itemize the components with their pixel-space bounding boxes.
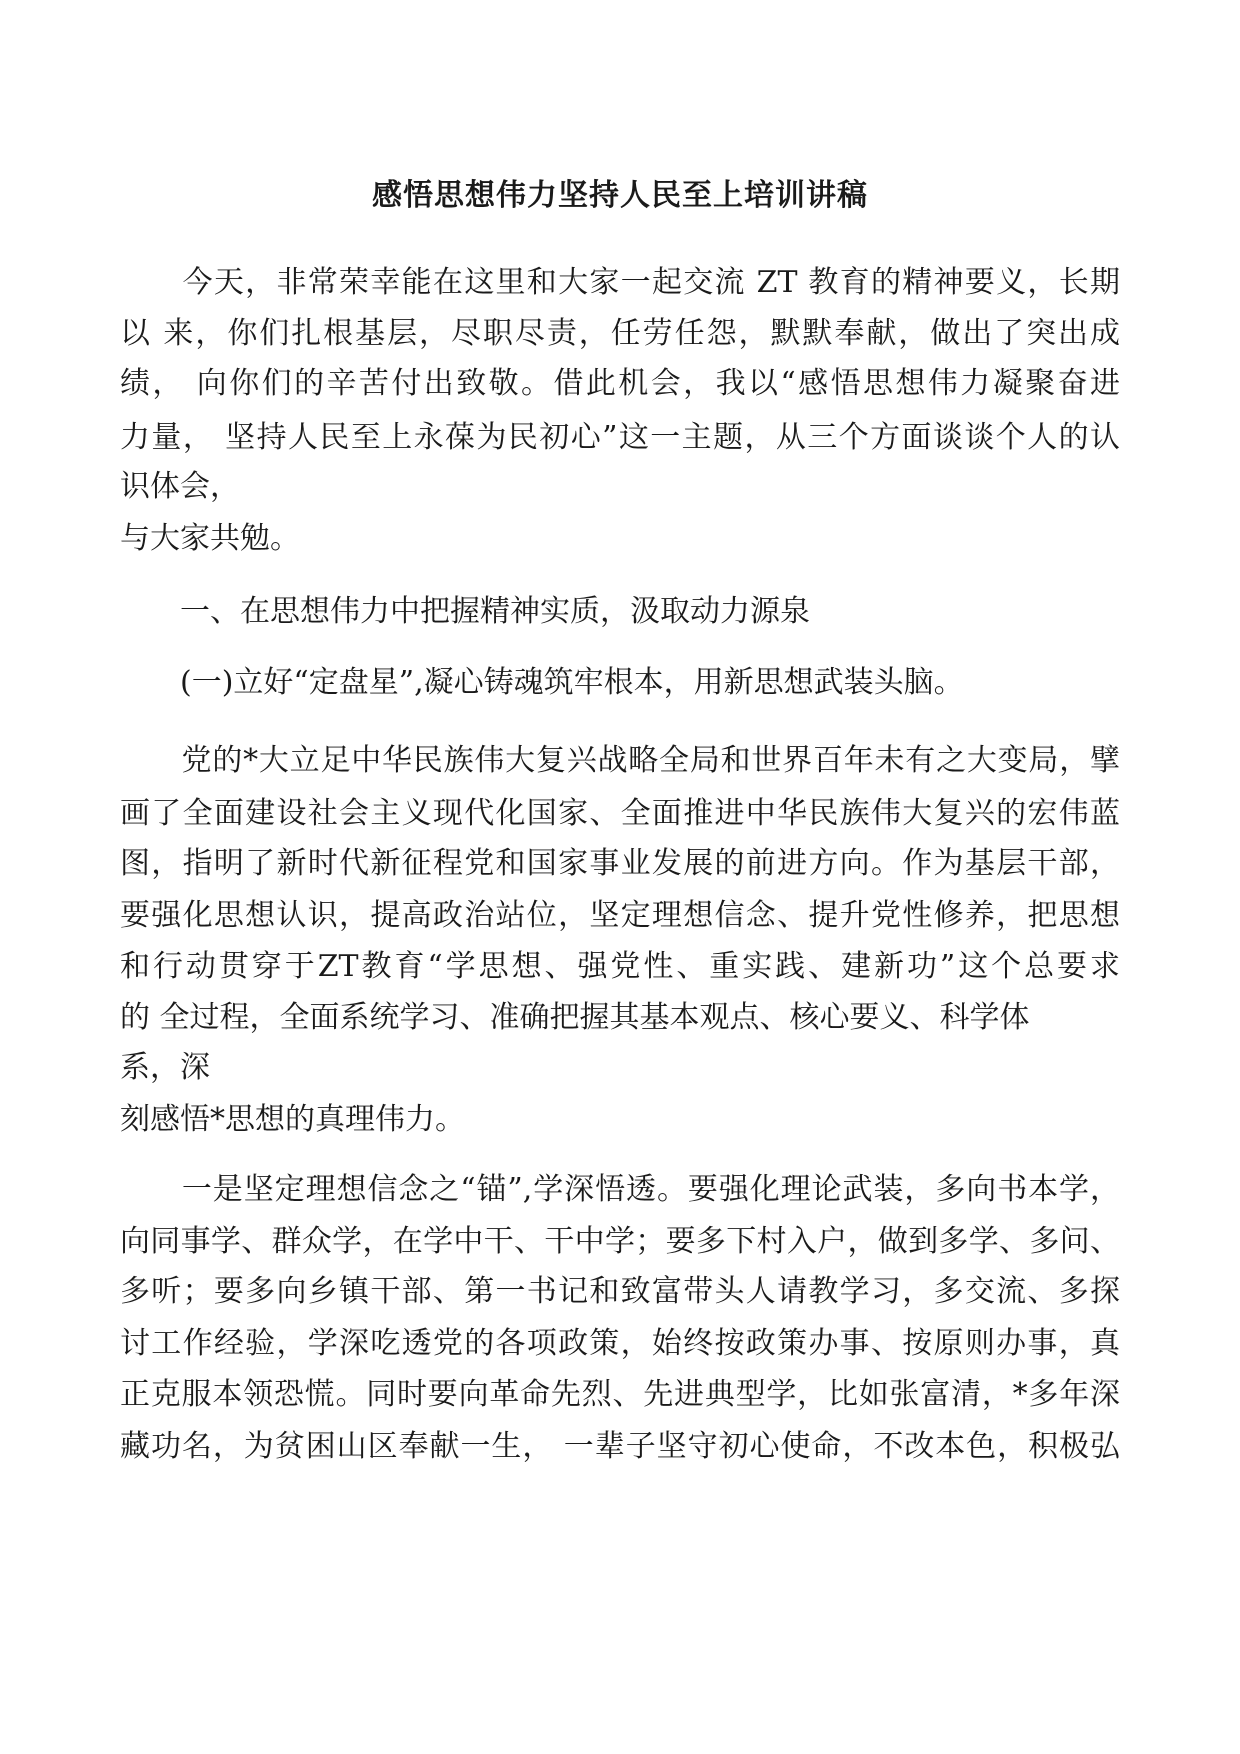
text-line: 识体会， xyxy=(120,469,240,504)
document-title: 感悟思想伟力坚持人民至上培训讲稿 xyxy=(372,178,868,213)
text-line: 今天，非常荣幸能在这里和大家一起交流 ZT 教育的精神要义，长期 xyxy=(120,265,1120,300)
text-line: 的 全过程，全面系统学习、准确把握其基本观点、核心要义、科学体 xyxy=(120,1000,1030,1035)
text-line: 画了全面建设社会主义现代化国家、全面推进中华民族伟大复兴的宏伟蓝 xyxy=(120,796,1120,831)
text-line: 绩， 向你们的辛苦付出致敬。借此机会，我以“感悟思想伟力凝聚奋进 xyxy=(120,366,1120,401)
text-line: 系，深 xyxy=(120,1050,210,1085)
text-line: 讨工作经验，学深吃透党的各项政策，始终按政策办事、按原则办事，真 xyxy=(120,1326,1120,1361)
text-line: 藏功名，为贫困山区奉献一生， 一辈子坚守初心使命，不改本色，积极弘 xyxy=(120,1429,1120,1464)
text-line: 和行动贯穿于ZT教育“学思想、强党性、重实践、建新功”这个总要求 xyxy=(120,949,1120,984)
subsection-heading: (一)立好“定盘星”,凝心铸魂筑牢根本，用新思想武装头脑。 xyxy=(120,665,964,700)
text-line: 党的*大立足中华民族伟大复兴战略全局和世界百年未有之大变局，擘 xyxy=(120,743,1120,778)
text-line: 以 来，你们扎根基层，尽职尽责，任劳任怨，默默奉献，做出了突出成 xyxy=(120,316,1120,351)
text-line: 向同事学、群众学，在学中干、干中学；要多下村入户，做到多学、多问、 xyxy=(120,1224,1120,1259)
text-line: 正克服本领恐慌。同时要向革命先烈、先进典型学，比如张富清，*多年深 xyxy=(120,1377,1120,1412)
text-line: 与大家共勉。 xyxy=(120,521,300,556)
text-line: 力量， 坚持人民至上永葆为民初心”这一主题，从三个方面谈谈个人的认 xyxy=(120,420,1120,455)
text-line: 一是坚定理想信念之“锚”,学深悟透。要强化理论武装，多向书本学， xyxy=(120,1172,1120,1207)
text-line: 要强化思想认识，提高政治站位，坚定理想信念、提升党性修养，把思想 xyxy=(120,898,1120,933)
text-line: 刻感悟*思想的真理伟力。 xyxy=(120,1102,465,1137)
section-heading: 一、在思想伟力中把握精神实质，汲取动力源泉 xyxy=(120,594,810,629)
text-line: 图，指明了新时代新征程党和国家事业发展的前进方向。作为基层干部， xyxy=(120,846,1120,881)
text-line: 多听；要多向乡镇干部、第一书记和致富带头人请教学习，多交流、多探 xyxy=(120,1274,1120,1309)
